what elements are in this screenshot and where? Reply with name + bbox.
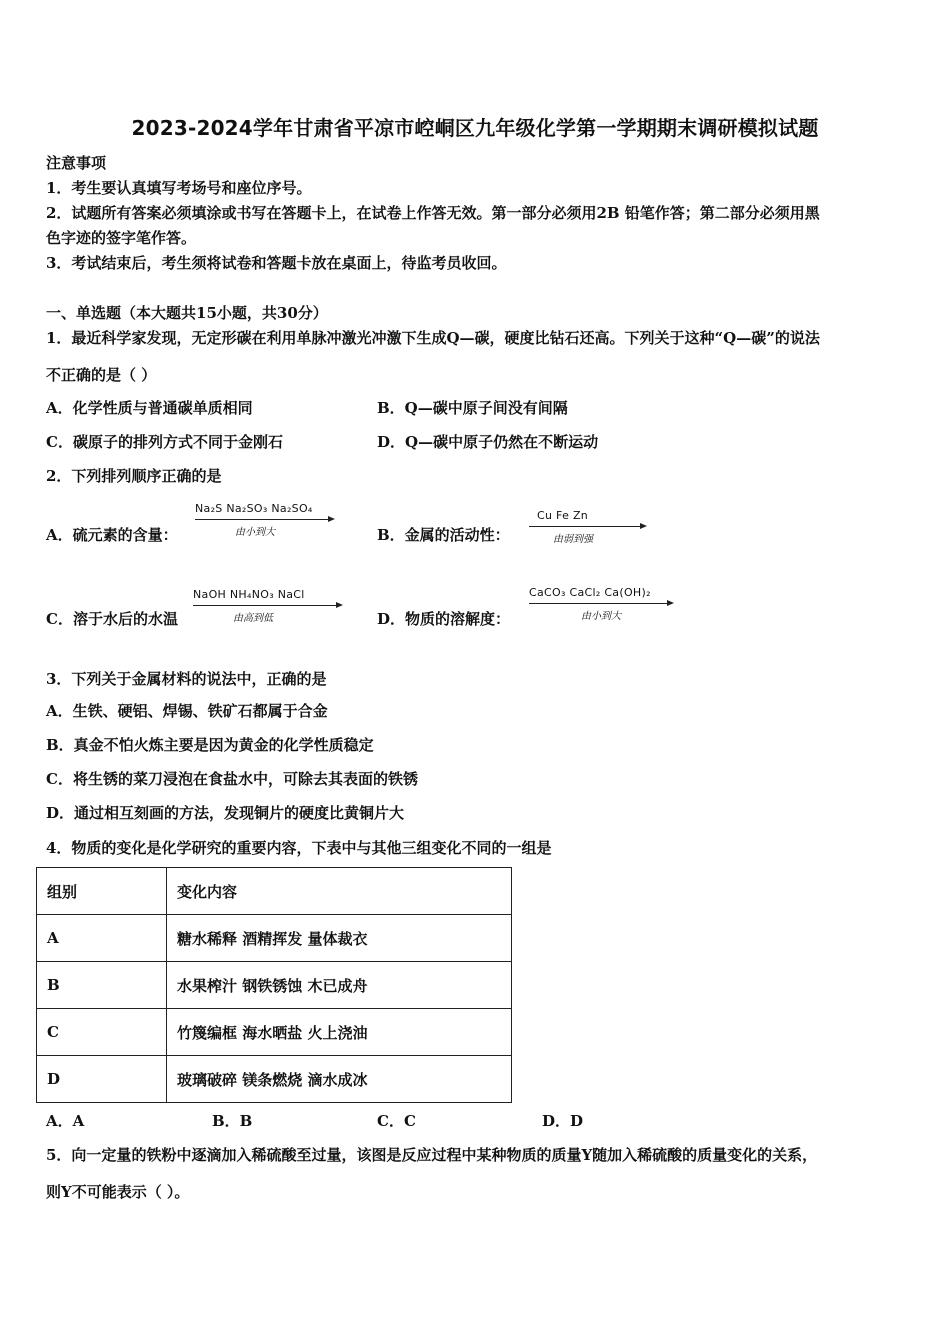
arrow-icon xyxy=(195,519,333,520)
question-1-stem-cont: 不正确的是（ ） xyxy=(46,366,157,384)
table-header: 变化内容 xyxy=(167,868,512,915)
q3-option-b: B．真金不怕火炼主要是因为黄金的化学性质稳定 xyxy=(46,736,374,754)
q3-option-c: C．将生锈的菜刀浸泡在食盐水中，可除去其表面的铁锈 xyxy=(46,770,418,788)
q2-option-a-sequence: Na₂S Na₂SO₃ Na₂SO₄ xyxy=(195,502,313,515)
q2-option-a-reaction xyxy=(195,502,335,538)
q4-option-b: B．B xyxy=(212,1112,253,1130)
q1-option-b: B．Q—碳中原子间没有间隔 xyxy=(377,399,568,417)
table-cell: 竹篾编框 海水晒盐 火上浇油 xyxy=(167,1009,512,1056)
table-cell: A xyxy=(37,915,167,962)
q2-option-b-label: B．金属的活动性： xyxy=(377,526,510,544)
q2-option-d-reaction xyxy=(529,586,674,622)
q4-option-a: A．A xyxy=(46,1112,85,1130)
table-cell: 糖水稀释 酒精挥发 量体裁衣 xyxy=(167,915,512,962)
table-cell: B xyxy=(37,962,167,1009)
table-cell: C xyxy=(37,1009,167,1056)
table-header: 组别 xyxy=(37,868,167,915)
q2-option-c-label: C．溶于水后的水温 xyxy=(46,610,178,628)
question-2-stem: 2．下列排列顺序正确的是 xyxy=(46,467,222,485)
q2-option-c-sequence: NaOH NH₄NO₃ NaCl xyxy=(193,588,305,601)
notice-item: 1．考生要认真填写考场号和座位序号。 xyxy=(46,179,312,197)
table-cell: 水果榨汁 钢铁锈蚀 木已成舟 xyxy=(167,962,512,1009)
page-title: 2023-2024学年甘肃省平凉市崆峒区九年级化学第一学期期末调研模拟试题 xyxy=(131,116,819,140)
q2-option-b-order: 由弱到强 xyxy=(553,534,593,545)
q2-option-b-reaction xyxy=(529,509,647,545)
section-heading: 一、单选题（本大题共15小题，共30分） xyxy=(46,304,328,322)
q4-option-c: C．C xyxy=(377,1112,416,1130)
arrow-icon xyxy=(529,603,672,604)
q1-option-d: D．Q—碳中原子仍然在不断运动 xyxy=(377,433,599,451)
q2-option-d-sequence: CaCO₃ CaCl₂ Ca(OH)₂ xyxy=(529,586,651,599)
q2-option-a-label: A．硫元素的含量： xyxy=(46,526,178,544)
q1-option-c: C．碳原子的排列方式不同于金刚石 xyxy=(46,433,283,451)
q1-option-a: A．化学性质与普通碳单质相同 xyxy=(46,399,253,417)
question-5-stem-cont: 则Y不可能表示（ ）。 xyxy=(46,1183,190,1201)
notice-heading: 注意事项 xyxy=(46,154,107,172)
question-4-stem: 4．物质的变化是化学研究的重要内容，下表中与其他三组变化不同的一组是 xyxy=(46,839,552,857)
q2-option-b-sequence: Cu Fe Zn xyxy=(537,509,589,522)
q2-option-c-order: 由高到低 xyxy=(233,613,273,624)
q2-option-a-order: 由小到大 xyxy=(235,527,275,538)
table-cell: 玻璃破碎 镁条燃烧 滴水成冰 xyxy=(167,1056,512,1103)
table-header-row xyxy=(37,868,512,915)
change-table xyxy=(36,867,512,1103)
q3-option-d: D．通过相互刻画的方法，发现铜片的硬度比黄铜片大 xyxy=(46,804,405,822)
notice-item: 色字迹的签字笔作答。 xyxy=(46,229,197,247)
arrow-icon xyxy=(529,526,645,527)
arrow-icon xyxy=(193,605,341,606)
table-row xyxy=(37,915,512,962)
table-cell: D xyxy=(37,1056,167,1103)
q3-option-a: A．生铁、硬铝、焊锡、铁矿石都属于合金 xyxy=(46,702,328,720)
table-row xyxy=(37,1056,512,1103)
q2-option-c-reaction xyxy=(193,588,343,624)
question-3-stem: 3．下列关于金属材料的说法中，正确的是 xyxy=(46,670,327,688)
question-1-stem: 1．最近科学家发现，无定形碳在利用单脉冲激光冲激下生成Q—碳，硬度比钻石还高。下列关于这种“Q—碳”的说法 xyxy=(46,329,820,347)
q4-option-d: D．D xyxy=(542,1112,584,1130)
q2-option-d-order: 由小到大 xyxy=(581,611,621,622)
notice-item: 3．考试结束后，考生须将试卷和答题卡放在桌面上，待监考员收回。 xyxy=(46,254,507,272)
table-row xyxy=(37,962,512,1009)
q2-option-d-label: D．物质的溶解度： xyxy=(377,610,511,628)
question-5-stem: 5．向一定量的铁粉中逐滴加入稀硫酸至过量，该图是反应过程中某种物质的质量Y随加入稀硫酸的质量变化的关系， xyxy=(46,1146,818,1164)
table-row xyxy=(37,1009,512,1056)
notice-item: 2．试题所有答案必须填涂或书写在答题卡上，在试卷上作答无效。第一部分必须用2B 铅笔作答；第二部分必须用黑 xyxy=(46,204,820,222)
